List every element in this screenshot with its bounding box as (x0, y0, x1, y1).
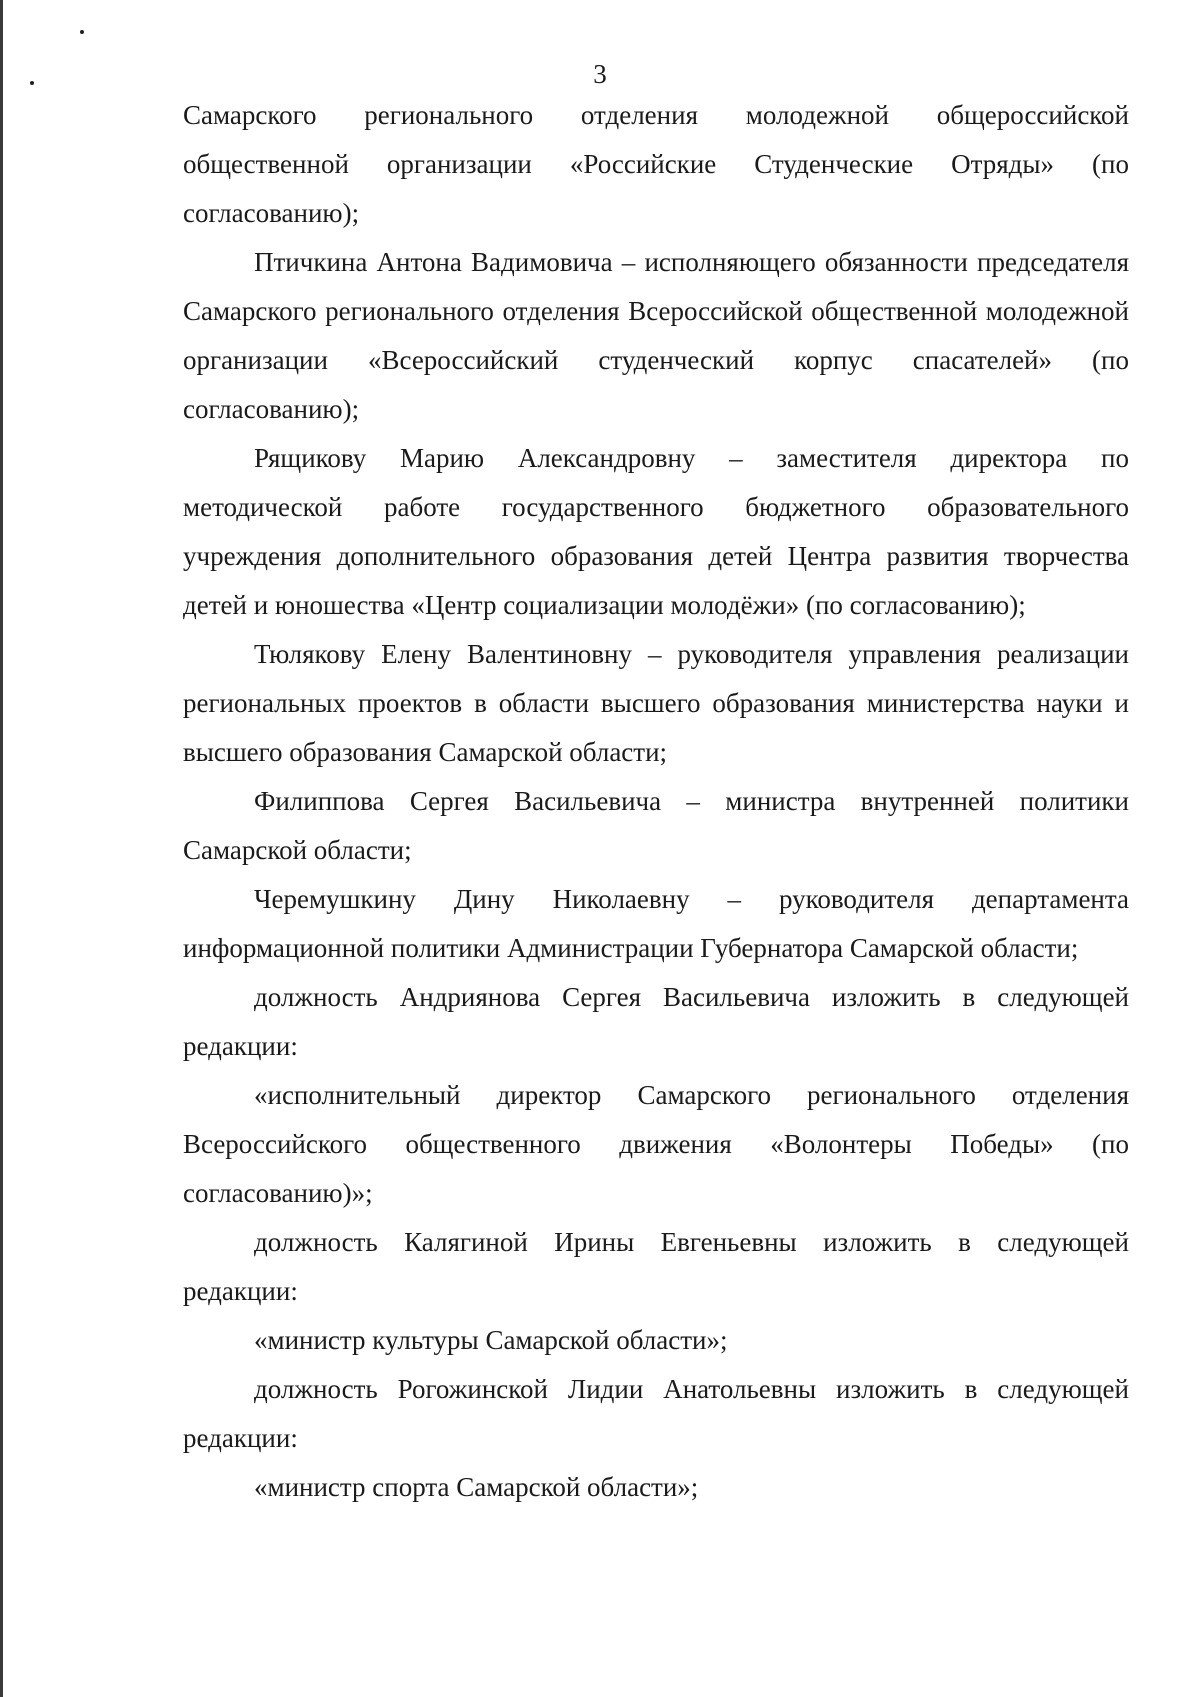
paragraph: Рящикову Марию Александровну – заместителя директора по методической работе государственного бюджетного образовательного учреждения дополнительного образования детей Центра развития творчества детей и юношества «Центр социализации молодёжи» (по согласованию); (183, 443, 1129, 620)
document-body (183, 91, 1129, 1512)
paragraph: должность Андриянова Сергея Васильевича изложить в следующей редакции: (183, 982, 1129, 1061)
paragraph: «исполнительный директор Самарского регионального отделения Всероссийского общественного движения «Волонтеры Победы» (по согласованию)»; (183, 1080, 1129, 1208)
paragraph: должность Рогожинской Лидии Анатольевны изложить в следующей редакции: (183, 1374, 1129, 1453)
page-number: 3 (593, 59, 607, 89)
paragraph: Птичкина Антона Вадимовича – исполняющего обязанности председателя Самарского регионального отделения Всероссийской общественной молодежной организации «Всероссийский студенческий корпус спасателей» (по согласованию); (183, 247, 1129, 424)
paragraph: «министр спорта Самарской области»; (254, 1472, 699, 1502)
scan-page-edge (0, 0, 3, 1697)
paragraph: Филиппова Сергея Васильевича – министра внутренней политики Самарской области; (183, 786, 1129, 865)
paragraph: Самарского регионального отделения молодежной общероссийской общественной организации «Российские Студенческие Отряды» (по согласованию); (183, 100, 1129, 228)
scan-speck (80, 30, 84, 34)
paragraph: Тюлякову Елену Валентиновну – руководителя управления реализации региональных проектов в области высшего образования министерства науки и высшего образования Самарской области; (183, 639, 1129, 767)
paragraph: должность Калягиной Ирины Евгеньевны изложить в следующей редакции: (183, 1227, 1129, 1306)
paragraph: Черемушкину Дину Николаевну – руководителя департамента информационной политики Администрации Губернатора Самарской области; (183, 884, 1129, 963)
paragraph: «министр культуры Самарской области»; (254, 1325, 728, 1355)
